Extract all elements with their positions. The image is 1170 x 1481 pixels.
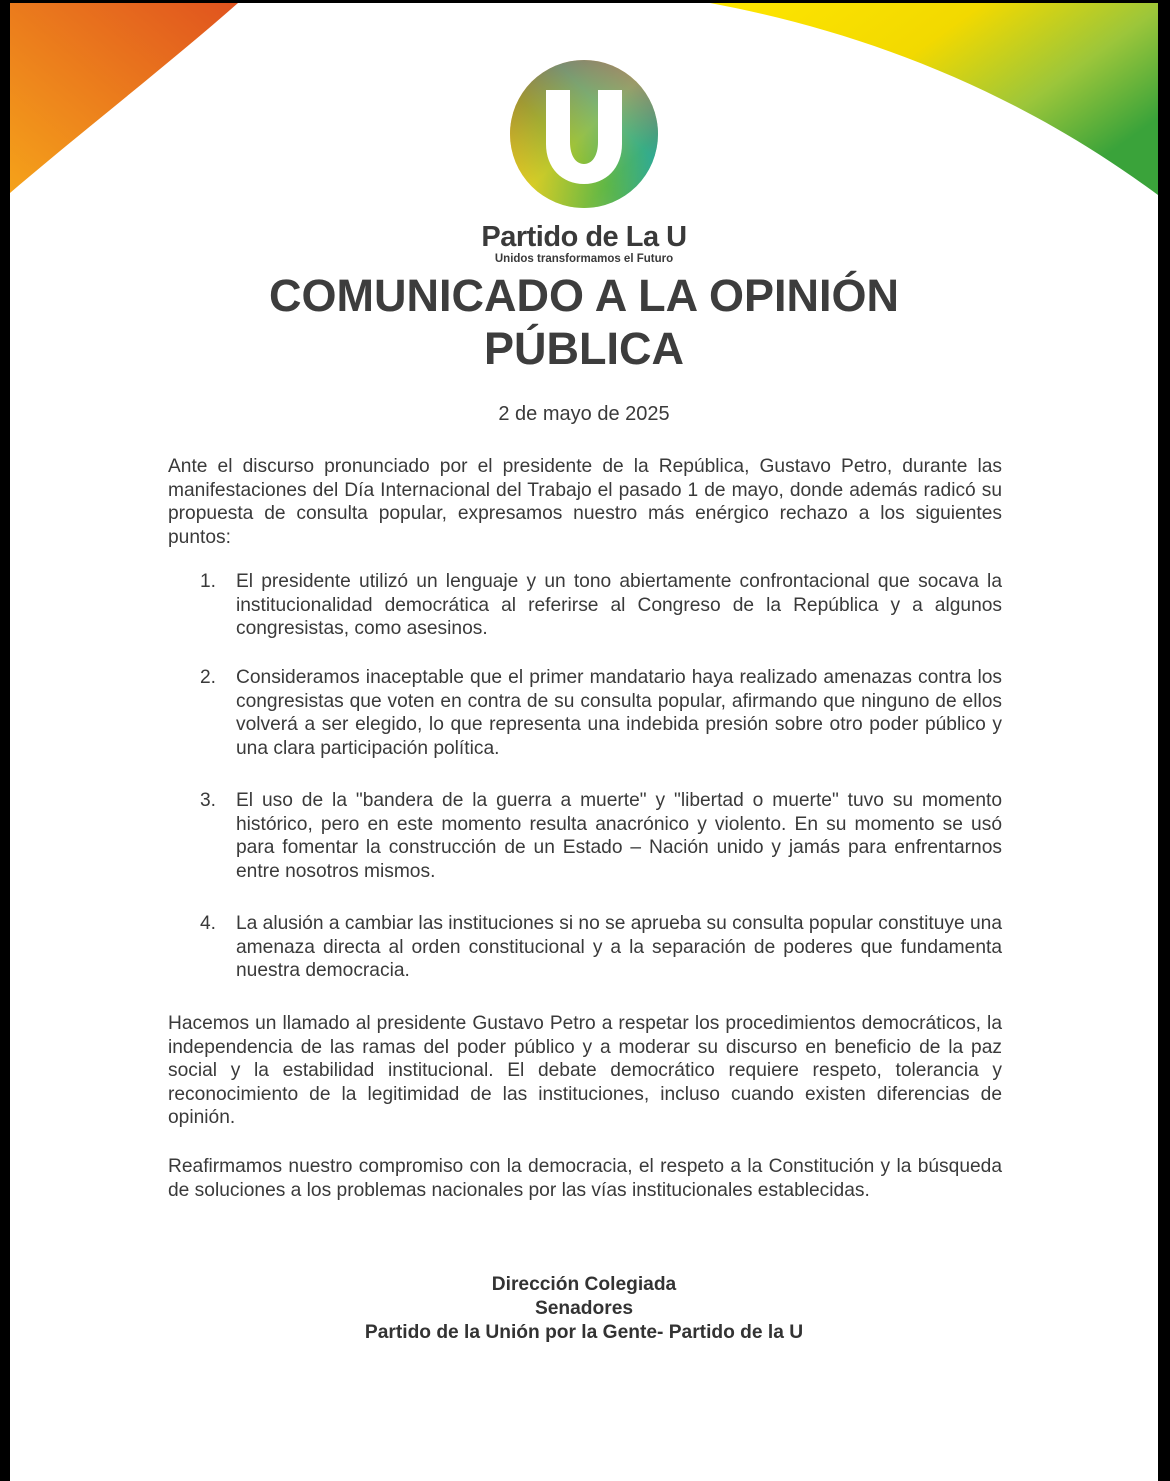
list-item (200, 570, 1002, 641)
list-item-text: El uso de la "bandera de la guerra a muerte" y "libertad o muerte" tuvo su momento histórico, pero en este momento resulta anacrónico y violento. En su momento se usó para fomentar la construcción de un Estado – Nación unido y jamás para enfrentarnos entre nosotros mismos. (236, 790, 1002, 882)
page-title (160, 269, 1008, 375)
list-item-text: El presidente utilizó un lenguaje y un tono abiertamente confrontacional que socava la institucionalidad democrática al referirse al Congreso de la República y a algunos congresistas, como asesinos. (236, 571, 1002, 640)
signature-line-3: Partido de la Unión por la Gente- Partido de la U (364, 1322, 804, 1343)
brand-tagline: Unidos transformamos el Futuro (494, 253, 674, 265)
closing-paragraph-1: Hacemos un llamado al presidente Gustavo Petro a respetar los procedimientos democráticos, la independencia de las ramas del poder público y a moderar su discurso en beneficio de la paz social y la estabilidad institucional. El debate democrático requiere respeto, tolerancia y reconocimiento de la legitimidad de las instituciones, incluso cuando existen diferencias de opinión. (168, 1013, 1002, 1129)
signature-line-2: Senadores (534, 1298, 634, 1319)
list-item-text: Consideramos inaceptable que el primer mandatario haya realizado amenazas contra los congresistas que voten en contra de su consulta popular, afirmando que ninguno de ellos volverá a ser elegido, lo que representa una indebida presión sobre otro poder público y una clara participación política. (236, 667, 1002, 759)
closing-paragraph-2: Reafirmamos nuestro compromiso con la democracia, el respeto a la Constitución y la búsqueda de soluciones a los problemas nacionales por las vías institucionales establecidas. (168, 1156, 1002, 1201)
right-color-band (710, 3, 1158, 195)
list-item-number: 4. (200, 913, 217, 934)
brand-block (478, 221, 690, 265)
party-logo (510, 60, 658, 208)
list-item-number: 3. (200, 790, 217, 811)
list-item (200, 666, 1002, 760)
signature-line-1: Dirección Colegiada (491, 1274, 677, 1295)
list-item-number: 2. (200, 667, 217, 688)
title-line-1: COMUNICADO A LA OPINIÓN (269, 270, 899, 321)
list-item-number: 1. (200, 571, 217, 592)
list-item (200, 912, 1002, 983)
left-color-band (10, 3, 238, 193)
title-line-2: PÚBLICA (484, 323, 684, 374)
document-page (10, 3, 1158, 1481)
brand-name: Partido de La U (481, 221, 687, 253)
list-item-text: La alusión a cambiar las instituciones si no se aprueba su consulta popular constituye una amenaza directa al orden constitucional y a la separación de poderes que fundamenta nuestra democracia. (236, 913, 1002, 982)
list-item (200, 789, 1002, 883)
signature-block (160, 1273, 1008, 1345)
intro-paragraph: Ante el discurso pronunciado por el presidente de la República, Gustavo Petro, durante las manifestaciones del Día Internacional del Trabajo el pasado 1 de mayo, donde además radicó su propuesta de consulta popular, expresamos nuestro más enérgico rechazo a los siguientes puntos: (168, 456, 1002, 548)
document-date: 2 de mayo de 2025 (498, 403, 670, 425)
